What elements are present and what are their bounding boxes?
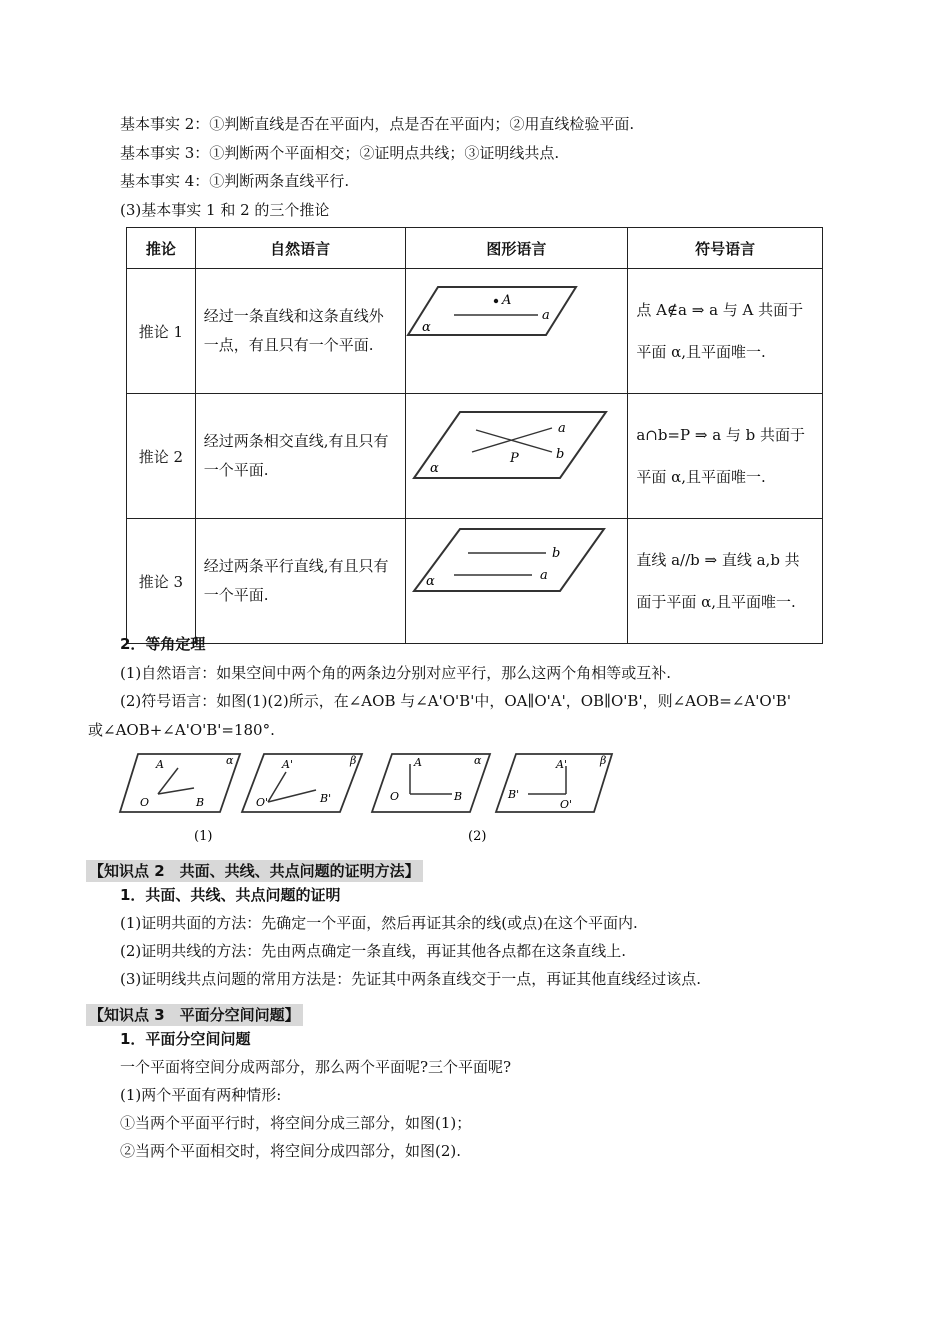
- kp3-subtitle: 1．平面分空间问题: [120, 1030, 251, 1048]
- svg-text:(1): (1): [194, 829, 213, 844]
- svg-text:B: B: [454, 790, 463, 803]
- svg-text:a: a: [540, 568, 549, 583]
- svg-text:α: α: [426, 574, 436, 589]
- svg-text:(2): (2): [468, 829, 487, 844]
- plane-intersecting-lines-figure: [406, 394, 626, 514]
- kp2-item2: (2)证明共线的方法：先由两点确定一条直线，再证其他各点都在这条直线上.: [120, 942, 627, 960]
- header-natural: 自然语言: [195, 228, 405, 269]
- svg-text:O: O: [390, 790, 400, 803]
- svg-text:a: a: [542, 308, 551, 323]
- svg-text:A: A: [502, 293, 512, 308]
- svg-text:α: α: [422, 320, 432, 335]
- row-natural: 经过两条平行直线,有且只有一个平面.: [195, 519, 405, 644]
- row-symbol: a∩b=P ⇒ a 与 b 共面于 平面 α,且平面唯一.: [628, 394, 823, 519]
- kp3-line2: (1)两个平面有两种情形:: [120, 1086, 282, 1104]
- svg-text:b: b: [556, 447, 565, 462]
- kp3-line1: 一个平面将空间分成两部分，那么两个平面呢?三个平面呢?: [120, 1058, 512, 1076]
- svg-text:b: b: [552, 546, 561, 561]
- table-row: [127, 519, 823, 644]
- corollary-intro: (3)基本事实 1 和 2 的三个推论: [120, 201, 330, 219]
- svg-text:B': B': [508, 788, 520, 801]
- equal-angle-title: 2．等角定理: [120, 635, 206, 653]
- figure-corollary-3: [405, 519, 628, 644]
- plane-point-line-figure: [406, 269, 626, 389]
- equal-angle-symbol-line2: 或∠AOB+∠A'O'B'=180°.: [88, 721, 275, 739]
- figure-corollary-1: [405, 269, 628, 394]
- svg-text:O': O': [256, 796, 269, 809]
- svg-text:α: α: [430, 461, 440, 476]
- fact-3: 基本事实 3：①判断两个平面相交；②证明点共线；③证明线共点.: [120, 144, 560, 162]
- kp3-line4: ②当两个平面相交时，将空间分成四部分，如图(2).: [120, 1142, 462, 1160]
- row-name: 推论 2: [127, 394, 196, 519]
- fact-2: 基本事实 2：①判断直线是否在平面内，点是否在平面内；②用直线检验平面.: [120, 115, 635, 133]
- row-name: 推论 3: [127, 519, 196, 644]
- kp2-item3: (3)证明线共点问题的常用方法是：先证其中两条直线交于一点，再证其他直线经过该点.: [120, 970, 702, 988]
- svg-text:A: A: [414, 756, 422, 769]
- header-corollary: 推论: [127, 228, 196, 269]
- svg-text:O: O: [140, 796, 150, 809]
- svg-text:β: β: [600, 754, 607, 767]
- table-row: [127, 269, 823, 394]
- header-symbol: 符号语言: [628, 228, 823, 269]
- table-row: [127, 394, 823, 519]
- svg-text:B: B: [196, 796, 205, 809]
- kp3-heading: 【知识点 3 平面分空间问题】: [86, 1004, 303, 1026]
- kp2-subtitle: 1．共面、共线、共点问题的证明: [120, 886, 341, 904]
- svg-text:A: A: [156, 758, 164, 771]
- row-symbol: 点 A∉a ⇒ a 与 A 共面于 平面 α,且平面唯一.: [628, 269, 823, 394]
- svg-text:β: β: [350, 754, 357, 767]
- fact-4: 基本事实 4：①判断两条直线平行.: [120, 172, 350, 190]
- svg-text:A': A': [556, 758, 567, 771]
- equal-angle-symbol-line1: (2)符号语言：如图(1)(2)所示，在∠AOB 与∠A'O'B'中，OA∥O'A'，OB∥O'B'，则∠AOB=∠A'O'B': [120, 692, 791, 710]
- row-natural: 经过一条直线和这条直线外一点，有且只有一个平面.: [195, 269, 405, 394]
- svg-text:O': O': [560, 798, 573, 811]
- plane-parallel-lines-figure: [406, 519, 626, 639]
- svg-text:a: a: [558, 421, 567, 436]
- svg-text:A': A': [282, 758, 293, 771]
- equal-angle-figures: [118, 750, 618, 846]
- equal-angle-natural: (1)自然语言：如果空间中两个角的两条边分别对应平行，那么这两个角相等或互补.: [120, 664, 672, 682]
- svg-text:P: P: [510, 451, 520, 466]
- kp2-heading: 【知识点 2 共面、共线、共点问题的证明方法】: [86, 860, 423, 882]
- svg-text:B': B': [320, 792, 332, 805]
- row-name: 推论 1: [127, 269, 196, 394]
- header-figure: 图形语言: [405, 228, 628, 269]
- svg-text:α: α: [474, 754, 482, 767]
- corollary-table: [126, 227, 823, 644]
- row-natural: 经过两条相交直线,有且只有一个平面.: [195, 394, 405, 519]
- kp2-item1: (1)证明共面的方法：先确定一个平面，然后再证其余的线(或点)在这个平面内.: [120, 914, 638, 932]
- figure-corollary-2: [405, 394, 628, 519]
- row-symbol: 直线 a//b ⇒ 直线 a,b 共 面于平面 α,且平面唯一.: [628, 519, 823, 644]
- svg-text:α: α: [226, 754, 234, 767]
- kp3-line3: ①当两个平面平行时，将空间分成三部分，如图(1)；: [120, 1114, 472, 1132]
